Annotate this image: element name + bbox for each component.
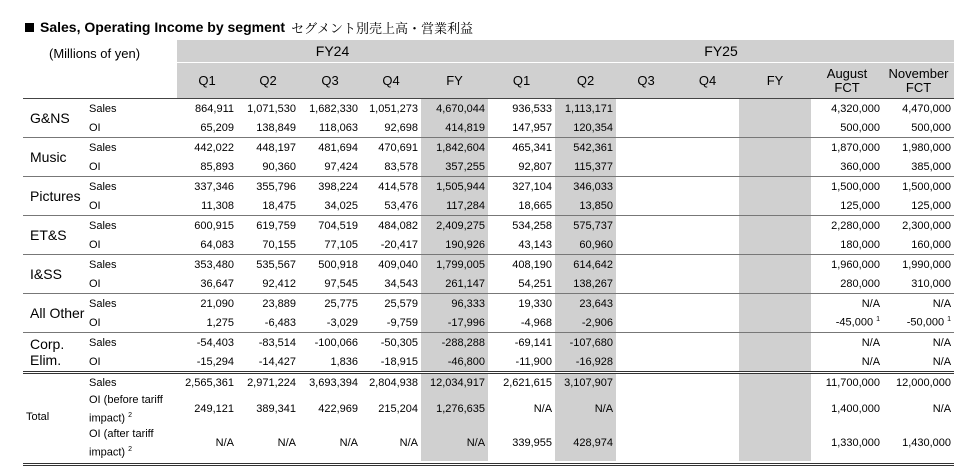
row-label-oi: OI bbox=[89, 199, 101, 212]
oi-fy24-fy: -17,996 bbox=[421, 313, 488, 333]
segment-iss bbox=[23, 255, 954, 294]
sales-fy24-q3: 25,775 bbox=[299, 294, 361, 314]
oi-fy25-q2: 115,377 bbox=[555, 157, 616, 177]
fy25-q3-header: Q3 bbox=[616, 63, 676, 99]
oi-fy25-q3 bbox=[616, 196, 676, 216]
sales-fy24-q4: 414,578 bbox=[361, 177, 421, 197]
total-fy24-q3: 3,693,394 bbox=[299, 373, 361, 392]
table-row bbox=[23, 313, 954, 333]
table-row bbox=[23, 426, 954, 461]
row-label-sales: Sales bbox=[87, 216, 177, 236]
sales-fy25-q4 bbox=[676, 99, 739, 119]
sales-august-fct: 1,870,000 bbox=[811, 138, 883, 158]
row-label-oi: OI bbox=[89, 160, 101, 173]
segment-table bbox=[23, 40, 954, 461]
sales-fy24-q4: 484,082 bbox=[361, 216, 421, 236]
table-row bbox=[23, 352, 954, 373]
oi-fy25-q4 bbox=[676, 118, 739, 138]
total-fy25-q1: 2,621,615 bbox=[488, 373, 555, 392]
oi-fy25-q4 bbox=[676, 157, 739, 177]
segment-name: Corp. Elim. bbox=[23, 333, 87, 373]
sales-fy24-q1: 353,480 bbox=[177, 255, 237, 275]
total-fy25-q2: 3,107,907 bbox=[555, 373, 616, 392]
oi-fy24-fy: 357,255 bbox=[421, 157, 488, 177]
oi-fy25-q2: 120,354 bbox=[555, 118, 616, 138]
oi-fy24-q4: 92,698 bbox=[384, 121, 418, 134]
sales-fy25-q3 bbox=[616, 177, 676, 197]
oi-fy24-q1: 11,308 bbox=[201, 199, 234, 212]
segment-music bbox=[23, 138, 954, 177]
oi-fy24-q3: 77,105 bbox=[324, 238, 358, 251]
oi-august-fct: -45,000 $^1$ bbox=[835, 316, 881, 329]
total-fy24-fy: N/A bbox=[421, 426, 488, 461]
footnote-marker: 1 bbox=[876, 316, 881, 324]
sales-fy24-q2: 1,071,530 bbox=[237, 99, 299, 119]
oi-november-fct: 500,000 bbox=[911, 121, 952, 134]
sales-fy25-q4 bbox=[676, 216, 739, 236]
sales-fy24-q2: 619,759 bbox=[237, 216, 299, 236]
total-fy24-q2: N/A bbox=[277, 437, 296, 450]
total-label: Total bbox=[23, 373, 87, 461]
sales-fy24-q2: 448,197 bbox=[237, 138, 299, 158]
sales-fy25-q1: 19,330 bbox=[488, 294, 555, 314]
segment-name: ET&S bbox=[23, 216, 87, 255]
oi-fy25-q4 bbox=[676, 274, 739, 294]
fy24-q1-header: Q1 bbox=[177, 63, 237, 99]
oi-november-fct: 160,000 bbox=[911, 238, 952, 251]
oi-fy24-fy: 261,147 bbox=[421, 274, 488, 294]
table-row bbox=[23, 177, 954, 197]
sales-fy24-q2: 355,796 bbox=[237, 177, 299, 197]
oi-november-fct: -50,000 $^1$ bbox=[906, 316, 952, 329]
total-fy24-q4: 2,804,938 bbox=[361, 373, 421, 392]
sales-fy24-q4: 409,040 bbox=[361, 255, 421, 275]
sales-fy24-q2: 535,567 bbox=[237, 255, 299, 275]
table-row bbox=[23, 138, 954, 158]
row-label-oi: OI bbox=[89, 316, 101, 329]
row-label-sales: Sales bbox=[87, 255, 177, 275]
oi-fy25-fy bbox=[739, 118, 811, 138]
oi-november-fct: N/A bbox=[932, 355, 952, 368]
total-fy24-q3: 422,969 bbox=[318, 402, 358, 415]
oi-fy25-q2: 13,850 bbox=[555, 196, 616, 216]
total-fy25-q2: 428,974 bbox=[555, 426, 616, 461]
oi-fy25-q1: -11,900 bbox=[515, 355, 553, 368]
oi-fy25-q1: 43,143 bbox=[518, 238, 553, 251]
oi-fy24-q2: -6,483 bbox=[264, 316, 296, 329]
sales-fy24-q1: 337,346 bbox=[177, 177, 237, 197]
sales-november-fct: 1,980,000 bbox=[883, 138, 954, 158]
total-fy25-q1: 339,955 bbox=[512, 437, 553, 450]
oi-fy24-q2: -14,427 bbox=[258, 355, 296, 368]
table-row bbox=[23, 235, 954, 255]
oi-fy25-q3 bbox=[616, 313, 676, 333]
sales-fy25-q2: 575,737 bbox=[555, 216, 616, 236]
row-label-sales: Sales bbox=[87, 99, 177, 119]
total-fy25-fy bbox=[739, 426, 811, 461]
sales-fy25-q4 bbox=[676, 333, 739, 353]
oi-fy25-fy bbox=[739, 352, 811, 373]
segment-ets bbox=[23, 216, 954, 255]
sales-august-fct: N/A bbox=[811, 294, 883, 314]
sales-fy25-q4 bbox=[676, 255, 739, 275]
table-row bbox=[23, 255, 954, 275]
oi-fy24-q4: 34,543 bbox=[384, 277, 418, 290]
total-fy25-q3 bbox=[616, 392, 676, 427]
sales-fy24-q3: -100,066 bbox=[299, 333, 361, 353]
oi-fy25-q3 bbox=[616, 157, 676, 177]
total-row-label: OI (before tariff impact) $^2$ bbox=[89, 393, 163, 425]
sales-fy25-q1: 936,533 bbox=[488, 99, 555, 119]
sales-november-fct: N/A bbox=[883, 294, 954, 314]
total-fy25-q4 bbox=[676, 426, 739, 461]
fy25-q2-header: Q2 bbox=[555, 63, 616, 99]
sales-fy25-fy bbox=[739, 294, 811, 314]
sales-fy25-fy bbox=[739, 216, 811, 236]
oi-fy25-fy bbox=[739, 235, 811, 255]
title-english: Sales, Operating Income by segment bbox=[40, 19, 286, 35]
page-title bbox=[25, 18, 473, 36]
total-fy24-q4: N/A bbox=[399, 437, 418, 450]
row-label-sales: Sales bbox=[87, 294, 177, 314]
august-fct-header: August FCT bbox=[811, 63, 883, 99]
sales-fy24-q4: 470,691 bbox=[361, 138, 421, 158]
sales-fy25-q3 bbox=[616, 294, 676, 314]
sales-fy25-q3 bbox=[616, 216, 676, 236]
total-fy24-fy: 1,276,635 bbox=[421, 392, 488, 427]
total-fy24-q2: 389,341 bbox=[256, 402, 296, 415]
total-fy24-q1: N/A bbox=[215, 437, 234, 450]
sales-fy25-q4 bbox=[676, 177, 739, 197]
sales-fy24-q1: 600,915 bbox=[177, 216, 237, 236]
sales-august-fct: 4,320,000 bbox=[811, 99, 883, 119]
oi-november-fct: 310,000 bbox=[911, 277, 952, 290]
sales-fy24-q4: 1,051,273 bbox=[361, 99, 421, 119]
oi-fy25-fy bbox=[739, 274, 811, 294]
sales-november-fct: 1,500,000 bbox=[883, 177, 954, 197]
oi-fy25-q1: 54,251 bbox=[518, 277, 553, 290]
oi-fy25-q3 bbox=[616, 352, 676, 373]
sales-fy24-q3: 481,694 bbox=[299, 138, 361, 158]
footnote-marker: 2 bbox=[128, 446, 133, 454]
oi-fy25-q3 bbox=[616, 235, 676, 255]
oi-fy24-q3: 97,424 bbox=[324, 160, 358, 173]
bottom-rule bbox=[23, 463, 954, 466]
sales-november-fct: N/A bbox=[883, 333, 954, 353]
footnote-marker: 1 bbox=[947, 316, 952, 324]
oi-fy24-q2: 70,155 bbox=[262, 238, 296, 251]
sales-november-fct: 1,990,000 bbox=[883, 255, 954, 275]
total-fy25-fy bbox=[739, 373, 811, 392]
total-fy24-q2: 2,971,224 bbox=[237, 373, 299, 392]
oi-fy24-fy: 414,819 bbox=[421, 118, 488, 138]
segment-name: I&SS bbox=[23, 255, 87, 294]
oi-fy25-q4 bbox=[676, 313, 739, 333]
oi-fy25-q2: 60,960 bbox=[555, 235, 616, 255]
sales-fy25-q2: 614,642 bbox=[555, 255, 616, 275]
segment-gns bbox=[23, 99, 954, 138]
november-fct-header: November FCT bbox=[883, 63, 954, 99]
oi-fy24-q4: -9,759 bbox=[386, 316, 418, 329]
fy25-header: FY25 bbox=[488, 40, 954, 63]
sales-fy25-q4 bbox=[676, 294, 739, 314]
total-fy25-q1: N/A bbox=[533, 402, 553, 415]
oi-fy24-q4: 83,578 bbox=[384, 160, 418, 173]
row-label-oi: OI bbox=[89, 238, 101, 251]
sales-november-fct: 4,470,000 bbox=[883, 99, 954, 119]
fy25-q1-header: Q1 bbox=[488, 63, 555, 99]
table-row bbox=[23, 333, 954, 353]
total-fy24-q4: 215,204 bbox=[378, 402, 418, 415]
total-fy24-q1: 249,121 bbox=[194, 402, 234, 415]
table-row bbox=[23, 118, 954, 138]
total-fy25-fy bbox=[739, 392, 811, 427]
sales-fy24-fy: 4,670,044 bbox=[421, 99, 488, 119]
sales-fy24-q2: -83,514 bbox=[237, 333, 299, 353]
oi-fy25-q3 bbox=[616, 118, 676, 138]
oi-fy24-fy: 117,284 bbox=[421, 196, 488, 216]
title-japanese: セグメント別売上高・営業利益 bbox=[291, 21, 473, 37]
total-november-fct: 12,000,000 bbox=[883, 373, 954, 392]
sales-fy24-fy: 1,505,944 bbox=[421, 177, 488, 197]
sales-fy24-fy: 1,799,005 bbox=[421, 255, 488, 275]
oi-august-fct: N/A bbox=[861, 355, 881, 368]
oi-fy25-q4 bbox=[676, 196, 739, 216]
fy24-fy-header: FY bbox=[421, 63, 488, 99]
sales-fy25-q2: 346,033 bbox=[555, 177, 616, 197]
total-november-fct: 1,430,000 bbox=[902, 437, 952, 450]
sales-fy24-q1: 442,022 bbox=[177, 138, 237, 158]
sales-august-fct: 2,280,000 bbox=[811, 216, 883, 236]
segment-name: G&NS bbox=[23, 99, 87, 138]
oi-fy25-q2: -16,928 bbox=[555, 352, 616, 373]
sales-fy24-q4: 25,579 bbox=[361, 294, 421, 314]
oi-august-fct: 280,000 bbox=[840, 277, 881, 290]
oi-fy25-q1: 147,957 bbox=[512, 121, 553, 134]
sales-fy25-q4 bbox=[676, 138, 739, 158]
sales-fy24-q1: 864,911 bbox=[177, 99, 237, 119]
row-label-sales: Sales bbox=[87, 138, 177, 158]
oi-fy24-q2: 18,475 bbox=[262, 199, 296, 212]
oi-fy24-q1: 65,209 bbox=[200, 121, 234, 134]
total-august-fct: 11,700,000 bbox=[811, 373, 883, 392]
sales-fy25-q3 bbox=[616, 255, 676, 275]
row-label-oi: OI bbox=[89, 121, 101, 134]
oi-fy25-fy bbox=[739, 196, 811, 216]
fy24-header: FY24 bbox=[177, 40, 488, 63]
fy24-q3-header: Q3 bbox=[299, 63, 361, 99]
total-fy24-q1: 2,565,361 bbox=[177, 373, 237, 392]
oi-fy24-q1: 85,893 bbox=[200, 160, 234, 173]
oi-fy24-q1: 1,275 bbox=[206, 316, 234, 329]
sales-fy25-q1: 534,258 bbox=[488, 216, 555, 236]
total-fy24-fy: 12,034,917 bbox=[421, 373, 488, 392]
row-label-oi: OI bbox=[89, 277, 101, 290]
total-fy24-q3: N/A bbox=[339, 437, 358, 450]
sales-fy24-q1: -54,403 bbox=[177, 333, 237, 353]
oi-fy25-fy bbox=[739, 157, 811, 177]
sales-fy24-fy: -288,288 bbox=[421, 333, 488, 353]
total-fy25-q4 bbox=[676, 373, 739, 392]
total-august-fct: 1,400,000 bbox=[831, 402, 881, 415]
segment-name: Music bbox=[23, 138, 87, 177]
table-row bbox=[23, 157, 954, 177]
fy25-fy-header: FY bbox=[739, 63, 811, 99]
oi-fy25-q2: 138,267 bbox=[555, 274, 616, 294]
table-row bbox=[23, 373, 954, 392]
oi-fy24-q3: 118,063 bbox=[319, 121, 358, 134]
oi-fy24-q3: -3,029 bbox=[326, 316, 358, 329]
oi-august-fct: 125,000 bbox=[840, 199, 881, 212]
footnote-marker: 2 bbox=[128, 411, 133, 419]
oi-fy24-q2: 138,849 bbox=[256, 121, 296, 134]
sales-fy24-q4: -50,305 bbox=[361, 333, 421, 353]
oi-fy24-q4: -20,417 bbox=[380, 238, 418, 251]
sales-fy25-q2: 1,113,171 bbox=[555, 99, 616, 119]
oi-fy25-q3 bbox=[616, 274, 676, 294]
sales-fy25-q1: 408,190 bbox=[488, 255, 555, 275]
sales-fy25-fy bbox=[739, 177, 811, 197]
sales-fy24-q1: 21,090 bbox=[177, 294, 237, 314]
oi-fy25-q4 bbox=[676, 235, 739, 255]
total-fy25-q3 bbox=[616, 426, 676, 461]
oi-fy24-q3: 34,025 bbox=[324, 199, 358, 212]
sales-fy25-fy bbox=[739, 255, 811, 275]
sales-fy25-q2: -107,680 bbox=[555, 333, 616, 353]
sales-fy25-q3 bbox=[616, 99, 676, 119]
oi-fy24-q4: -18,915 bbox=[380, 355, 418, 368]
sales-fy24-q3: 1,682,330 bbox=[299, 99, 361, 119]
table-row bbox=[23, 392, 954, 427]
table-row bbox=[23, 196, 954, 216]
oi-fy24-q3: 1,836 bbox=[330, 355, 358, 368]
table-row bbox=[23, 294, 954, 314]
row-label-sales: Sales bbox=[87, 333, 177, 353]
oi-fy24-q1: 64,083 bbox=[200, 238, 234, 251]
oi-fy24-fy: 190,926 bbox=[421, 235, 488, 255]
oi-august-fct: 180,000 bbox=[840, 238, 881, 251]
oi-november-fct: 385,000 bbox=[911, 160, 952, 173]
oi-fy24-q1: 36,647 bbox=[200, 277, 234, 290]
oi-fy25-q1: 18,665 bbox=[518, 199, 553, 212]
sales-fy25-q3 bbox=[616, 333, 676, 353]
table-row bbox=[23, 216, 954, 236]
sales-fy25-q1: 327,104 bbox=[488, 177, 555, 197]
oi-fy24-q1: -15,294 bbox=[196, 355, 234, 368]
row-label-oi: OI bbox=[89, 355, 101, 368]
table-row bbox=[23, 274, 954, 294]
oi-fy25-q1: -4,968 bbox=[520, 316, 553, 329]
sales-fy24-fy: 96,333 bbox=[421, 294, 488, 314]
fy25-q4-header: Q4 bbox=[676, 63, 739, 99]
fy24-q2-header: Q2 bbox=[237, 63, 299, 99]
sales-august-fct: 1,960,000 bbox=[811, 255, 883, 275]
total-november-fct: N/A bbox=[932, 402, 952, 415]
oi-fy25-q2: -2,906 bbox=[555, 313, 616, 333]
segment-allother bbox=[23, 294, 954, 333]
segment-pictures bbox=[23, 177, 954, 216]
table-row bbox=[23, 99, 954, 119]
sales-fy25-q2: 542,361 bbox=[555, 138, 616, 158]
oi-fy25-q1: 92,807 bbox=[518, 160, 553, 173]
oi-august-fct: 360,000 bbox=[840, 160, 881, 173]
sales-fy24-fy: 2,409,275 bbox=[421, 216, 488, 236]
sales-august-fct: N/A bbox=[811, 333, 883, 353]
oi-fy24-q2: 90,360 bbox=[262, 160, 296, 173]
sales-fy24-q3: 500,918 bbox=[299, 255, 361, 275]
sales-fy24-fy: 1,842,604 bbox=[421, 138, 488, 158]
segment-name: All Other bbox=[23, 294, 87, 333]
oi-november-fct: 125,000 bbox=[911, 199, 952, 212]
row-label-sales: Sales bbox=[87, 177, 177, 197]
total-fy25-q2: N/A bbox=[555, 392, 616, 427]
oi-fy25-q4 bbox=[676, 352, 739, 373]
sales-fy25-q3 bbox=[616, 138, 676, 158]
sales-november-fct: 2,300,000 bbox=[883, 216, 954, 236]
unit-label: (Millions of yen) bbox=[49, 46, 141, 61]
oi-fy24-fy: -46,800 bbox=[421, 352, 488, 373]
total-block bbox=[23, 373, 954, 461]
sales-fy25-q1: 465,341 bbox=[488, 138, 555, 158]
total-row-label: OI (after tariff impact) $^2$ bbox=[89, 428, 154, 459]
sales-fy25-fy bbox=[739, 99, 811, 119]
fy24-q4-header: Q4 bbox=[361, 63, 421, 99]
sales-fy24-q2: 23,889 bbox=[237, 294, 299, 314]
oi-fy24-q3: 97,545 bbox=[324, 277, 358, 290]
oi-august-fct: 500,000 bbox=[840, 121, 881, 134]
sales-august-fct: 1,500,000 bbox=[811, 177, 883, 197]
sales-fy25-fy bbox=[739, 333, 811, 353]
title-square-bullet bbox=[25, 23, 34, 32]
oi-fy24-q2: 92,412 bbox=[262, 277, 296, 290]
total-fy25-q3 bbox=[616, 373, 676, 392]
segment-corp-elim bbox=[23, 333, 954, 373]
total-fy25-q4 bbox=[676, 392, 739, 427]
total-row-label: Sales bbox=[87, 373, 177, 392]
total-august-fct: 1,330,000 bbox=[831, 437, 881, 450]
segment-name: Pictures bbox=[23, 177, 87, 216]
oi-fy24-q4: 53,476 bbox=[384, 199, 418, 212]
sales-fy24-q3: 398,224 bbox=[299, 177, 361, 197]
oi-fy25-fy bbox=[739, 313, 811, 333]
sales-fy25-q2: 23,643 bbox=[555, 294, 616, 314]
sales-fy25-fy bbox=[739, 138, 811, 158]
sales-fy24-q3: 704,519 bbox=[299, 216, 361, 236]
sales-fy25-q1: -69,141 bbox=[488, 333, 555, 353]
